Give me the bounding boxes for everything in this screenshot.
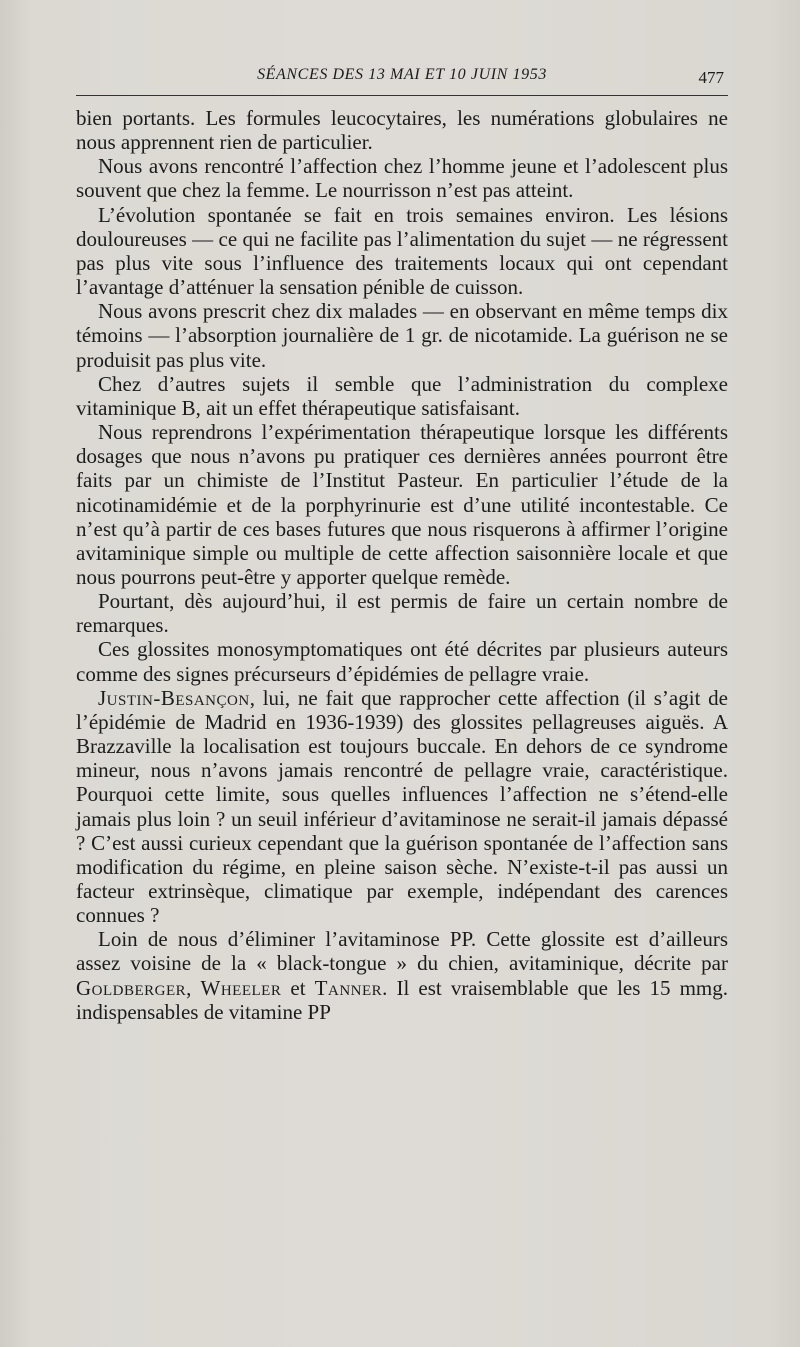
paragraph-text: , lui, ne fait que rapprocher cette affection (il s’agit de l’épidémie de Madrid en 1936-1939) des glossites pellagreuses aiguës. A Brazzaville la localisation est toujours buccale. En dehors de ce syndrome mineur, nous n’avons jamais rencontré de pellagre vraie, caractéristique. Pourquoi cette limite, sous quelles influences l’affection ne s’étend-elle jamais plus loin ? un seuil inférieur d’avitaminose ne serait-il jamais dépassé ? C’est aussi curieux cependant que la guérison spontanée de l’affection sans modification du régime, en pleine saison sèche. N’existe-t-il pas aussi un facteur extrinsèque, climatique par exemple, indépendant des carences connues ? xyxy=(76,685,728,928)
separator: , xyxy=(186,975,201,1000)
body-text xyxy=(76,106,728,1024)
paragraph: Chez d’autres sujets il semble que l’administration du complexe vitaminique B, ait un effet thérapeutique satisfaisant. xyxy=(76,371,728,420)
author-name: Goldberger xyxy=(76,975,187,1000)
paragraph-text: Loin de nous d’éliminer l’avitaminose PP. Cette glossite est d’ailleurs assez voisine de la « black-tongue » du chien, avitaminique, décrite par xyxy=(76,927,728,976)
author-name: Justin-Besançon xyxy=(98,685,250,710)
paragraph: Pourtant, dès aujourd’hui, il est permis de faire un certain nombre de remarques. xyxy=(76,589,728,638)
author-name: Tanner xyxy=(314,975,383,1000)
paragraph: Nous avons prescrit chez dix malades — en observant en même temps dix témoins — l’absorption journalière de 1 gr. de nicotamide. La guérison ne se produisit pas plus vite. xyxy=(76,299,728,372)
paragraph-text: . Il est vraisemblable que les 15 mmg. indispensables de vitamine PP xyxy=(76,975,729,1024)
page-header xyxy=(76,62,728,96)
separator: et xyxy=(281,975,315,1000)
paragraph: Nous reprendrons l’expérimentation thérapeutique lorsque les différents dosages que nous n’avons pu pratiquer ces dernières années pourront être faits par un chimiste de l’Institut Pasteur. En particulier l’étude de la nicotinamidémie et de la porphyrinurie est d’une utilité incontestable. Ce n’est qu’à partir de ces bases futures que nous risquerons à affirmer l’origine avitaminique simple ou multiple de cette affection saisonnière locale et que nous pourrons peut-être y apporter quelque remède. xyxy=(76,420,728,589)
paragraph: Nous avons rencontré l’affection chez l’homme jeune et l’adolescent plus souvent que chez la femme. Le nourrisson n’est pas atteint. xyxy=(76,154,728,203)
paragraph xyxy=(76,686,728,928)
running-head: SÉANCES DES 13 MAI ET 10 JUIN 1953 xyxy=(257,66,547,83)
paragraph xyxy=(76,927,728,1024)
author-name: Wheeler xyxy=(200,975,282,1000)
paragraph: L’évolution spontanée se fait en trois semaines environ. Les lésions douloureuses — ce qui ne facilite pas l’alimentation du sujet — ne régressent pas plus vite sous l’influence des traitements locaux qui ont cependant l’avantage d’atténuer la sensation pénible de cuisson. xyxy=(76,202,728,300)
paragraph: Ces glossites monosymptomatiques ont été décrites par plusieurs auteurs comme des signes précurseurs d’épidémies de pellagre vraie. xyxy=(76,637,728,686)
page-number: 477 xyxy=(698,68,724,87)
paragraph: bien portants. Les formules leucocytaires, les numérations globulaires ne nous apprennent rien de particulier. xyxy=(76,106,728,155)
